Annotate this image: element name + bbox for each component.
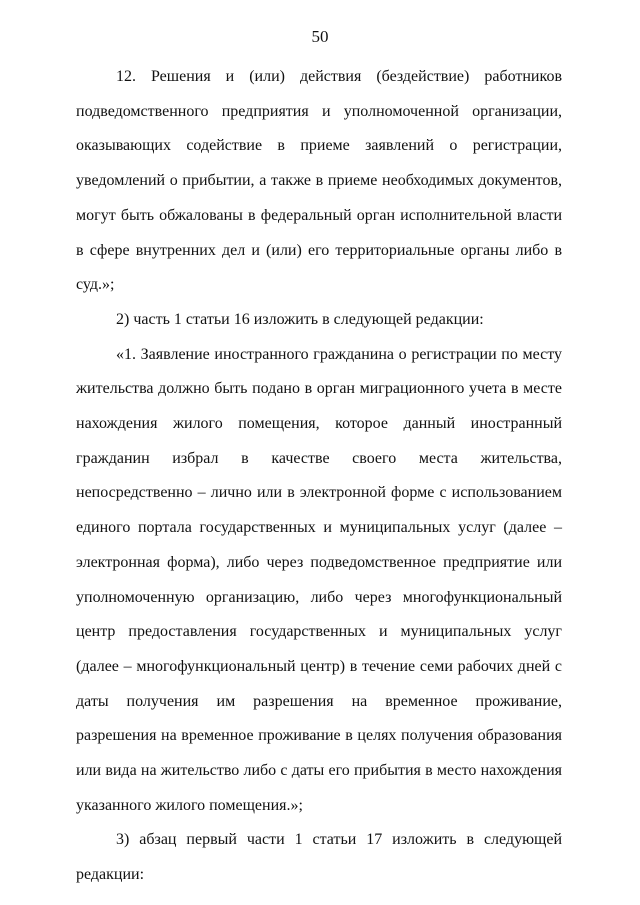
- paragraph-amendment-3: 3) абзац первый части 1 статьи 17 изложить в следующей редакции:: [76, 831, 562, 884]
- paragraph-article-16-part-1: «1. Заявление иностранного гражданина о регистрации по месту жительства должно быть подано в орган миграционного учета в месте нахождения жилого помещения, которое данный иностранный гражданин избрал в качестве своего места жительства, непосредственно – лично или в электронной форме с использованием единого портала государственных и муниципальных услуг (далее – электронная форма), либо через подведомственное предприятие или уполномоченную организацию, либо через многофункциональный центр предоставления государственных и муниципальных услуг (далее – многофункциональный центр) в течение семи рабочих дней с даты получения им разрешения на временное проживание, разрешения на временное проживание в целях получения образования или вида на жительство либо с даты его прибытия в место нахождения указанного жилого помещения.»;: [76, 345, 562, 814]
- page-number: 50: [311, 27, 329, 46]
- paragraph-item-12: 12. Решения и (или) действия (бездействие) работников подведомственного предприятия и уполномоченной организации, оказывающих содействие в приеме заявлений о регистрации, уведомлений о прибытии, а также в приеме необходимых документов, могут быть обжалованы в федеральный орган исполнительной власти в сфере внутренних дел и (или) его территориальные органы либо в суд.»;: [76, 68, 562, 294]
- paragraph-amendment-2: 2) часть 1 статьи 16 изложить в следующей редакции:: [116, 310, 484, 328]
- document-body: [76, 60, 562, 893]
